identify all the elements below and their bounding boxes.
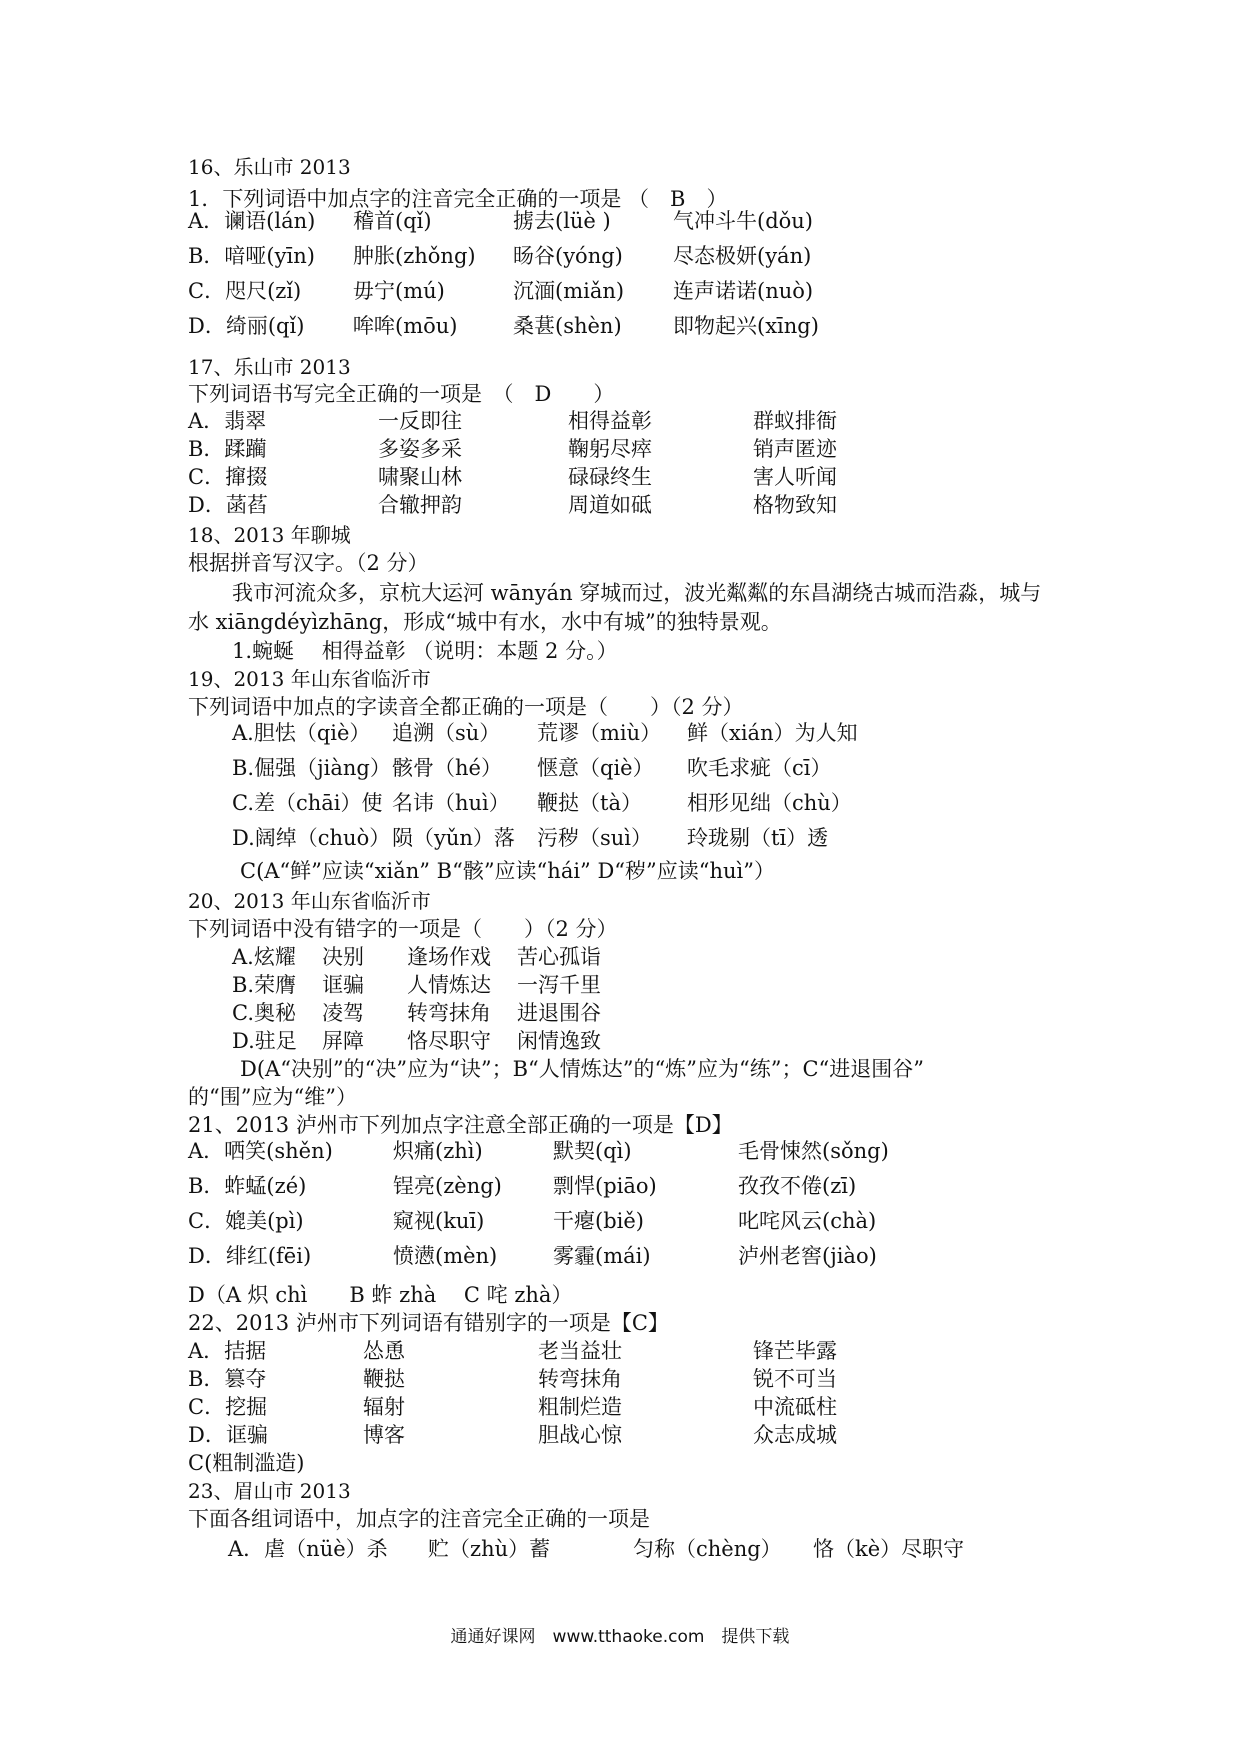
option-item: A．拮据 — [188, 1339, 267, 1363]
option-item: 苦心孤诣 — [517, 945, 601, 969]
option-item: 鲜（xián）为人知 — [687, 721, 858, 745]
option-item: D.驻足 — [232, 1029, 297, 1053]
option-item: 怂恿 — [363, 1339, 405, 1363]
option-item: 孜孜不倦(zī) — [738, 1174, 857, 1198]
option-item: B．蚱蜢(zé) — [188, 1174, 307, 1198]
option-item: 沉湎(miǎn) — [513, 279, 625, 303]
option-item: 屏障 — [322, 1029, 364, 1053]
option-item: C．咫尺(zǐ) — [188, 279, 302, 303]
heading-q16: 16、乐山市 2013 — [188, 155, 351, 179]
option-item: 合辙押韵 — [378, 493, 462, 517]
question-20-stem: 下列词语中没有错字的一项是（ ）（2 分） — [188, 917, 618, 941]
option-item: 连声诺诺(nuò) — [673, 279, 814, 303]
option-item: 追溯（sù） — [392, 721, 501, 745]
option-item: 相得益彰 — [568, 409, 652, 433]
option-item: C.奥秘 — [232, 1001, 296, 1025]
option-item: 一泻千里 — [517, 973, 601, 997]
option-item: 周道如砥 — [568, 493, 652, 517]
option-item: A．谰语(lán) — [188, 209, 316, 233]
option-item: 诓骗 — [322, 973, 364, 997]
heading-q18: 18、2013 年聊城 — [188, 523, 351, 547]
option-item: B．喑哑(yīn) — [188, 244, 315, 268]
option-item: 销声匿迹 — [753, 437, 837, 461]
option-item: 毛骨悚然(sǒng) — [738, 1139, 889, 1163]
option-item: 辐射 — [363, 1395, 405, 1419]
question-17-stem: 下列词语书写完全正确的一项是 （ D ） — [188, 382, 615, 406]
option-item: 啸聚山林 — [378, 465, 462, 489]
option-item: C．媲美(pì) — [188, 1209, 304, 1233]
option-item: D.阔绰（chuò） — [232, 826, 391, 850]
heading-q17: 17、乐山市 2013 — [188, 355, 351, 379]
option-item: 毋宁(mú) — [353, 279, 445, 303]
option-item: 干瘪(biě) — [553, 1209, 644, 1233]
option-item: 剽悍(piāo) — [553, 1174, 657, 1198]
option-item: 锃亮(zèng) — [393, 1174, 502, 1198]
option-item: 贮（zhù）蓄 — [428, 1537, 551, 1561]
option-item: C.差（chāi）使 — [232, 791, 383, 815]
option-item: 中流砥柱 — [753, 1395, 837, 1419]
option-item: 默契(qì) — [553, 1139, 632, 1163]
option-item: 愤懑(mèn) — [393, 1244, 498, 1268]
question-23-stem: 下面各组词语中，加点字的注音完全正确的一项是 — [188, 1507, 650, 1531]
question-22-stem: 22、2013 泸州市下列词语有错别字的一项是【C】 — [188, 1311, 669, 1335]
heading-q19: 19、2013 年山东省临沂市 — [188, 667, 431, 691]
option-item: C．挖掘 — [188, 1395, 268, 1419]
option-item: D．诓骗 — [188, 1423, 268, 1447]
option-item: 多姿多采 — [378, 437, 462, 461]
option-item: 粗制烂造 — [538, 1395, 622, 1419]
option-item: 闲情逸致 — [517, 1029, 601, 1053]
option-item: A．哂笑(shěn) — [188, 1139, 333, 1163]
question-18-passage-line2: 水 xiāngdéyìzhāng，形成“城中有水，水中有城”的独特景观。 — [188, 610, 782, 634]
option-item: 旸谷(yóng) — [513, 244, 623, 268]
option-item: 匀称（chèng） — [633, 1537, 782, 1561]
option-item: D．菡萏 — [188, 493, 268, 517]
option-item: 鞠躬尽瘁 — [568, 437, 652, 461]
option-item: 雾霾(mái) — [553, 1244, 651, 1268]
option-item: 恪（kè）尽职守 — [813, 1537, 965, 1561]
option-item: 炽痛(zhì) — [393, 1139, 483, 1163]
option-item: 陨（yǔn）落 — [392, 826, 515, 850]
option-item: 老当益壮 — [538, 1339, 622, 1363]
option-item: A.胆怯（qiè） — [232, 721, 371, 745]
option-item: 转弯抹角 — [407, 1001, 491, 1025]
option-item: 窥视(kuī) — [393, 1209, 485, 1233]
option-item: 逢场作戏 — [407, 945, 491, 969]
option-item: 污秽（suì） — [537, 826, 653, 850]
option-item: 稽首(qǐ) — [353, 209, 432, 233]
option-item: C．撺掇 — [188, 465, 268, 489]
option-item: 决别 — [322, 945, 364, 969]
option-item: 吹毛求疵（cī） — [687, 756, 832, 780]
question-18-answer: 1.蜿蜒 相得益彰 （说明：本题 2 分。） — [232, 639, 618, 663]
option-item: 即物起兴(xīng) — [673, 314, 819, 338]
page-footer: 通通好课网 www.tthaoke.com 提供下载 — [450, 1627, 790, 1647]
option-item: 人情炼达 — [407, 973, 491, 997]
option-item: 名讳（huì） — [392, 791, 510, 815]
question-20-answer-line2: 的“围”应为“维”） — [188, 1085, 357, 1109]
option-item: 转弯抹角 — [538, 1367, 622, 1391]
option-item: 尽态极妍(yán) — [673, 244, 812, 268]
option-item: 叱咤风云(chà) — [738, 1209, 877, 1233]
question-19-answer: C(A“鲜”应读“xiǎn” B“骸”应读“hái” D“秽”应读“huì”） — [240, 859, 776, 883]
question-21-stem: 21、2013 泸州市下列加点字注意全部正确的一项是【D】 — [188, 1113, 733, 1137]
option-item: D．绯红(fēi) — [188, 1244, 312, 1268]
question-18-passage-line1: 我市河流众多，京杭大运河 wānyán 穿城而过，波光粼粼的东昌湖绕古城而浩淼，城与 — [232, 581, 1042, 605]
question-22-answer: C(粗制滥造) — [188, 1451, 305, 1475]
option-item: A.炫耀 — [232, 945, 296, 969]
option-item: B.荣膺 — [232, 973, 297, 997]
question-19-stem: 下列词语中加点的字读音全都正确的一项是（ ）（2 分） — [188, 695, 744, 719]
option-item: 众志成城 — [753, 1423, 837, 1447]
option-item: 哞哞(mōu) — [353, 314, 458, 338]
option-item: 桑葚(shèn) — [513, 314, 622, 338]
option-item: D．绮丽(qǐ) — [188, 314, 305, 338]
option-item: A．翡翠 — [188, 409, 267, 433]
option-item: 鞭挞 — [363, 1367, 405, 1391]
option-item: B.倔强（jiàng） — [232, 756, 391, 780]
option-item: 博客 — [363, 1423, 405, 1447]
option-item: 泸州老窖(jiào) — [738, 1244, 877, 1268]
option-item: 惬意（qiè） — [537, 756, 654, 780]
option-item: 害人听闻 — [753, 465, 837, 489]
option-item: 相形见绌（chù） — [687, 791, 852, 815]
option-item: 格物致知 — [753, 493, 837, 517]
question-18-stem: 根据拼音写汉字。（2 分） — [188, 551, 429, 575]
option-item: A．虐（nüè）杀 — [228, 1537, 388, 1561]
option-item: 荒谬（miù） — [537, 721, 662, 745]
option-item: B．篡夺 — [188, 1367, 267, 1391]
option-item: 碌碌终生 — [568, 465, 652, 489]
option-item: 锐不可当 — [753, 1367, 837, 1391]
option-item: 鞭挞（tà） — [537, 791, 642, 815]
option-item: 一反即往 — [378, 409, 462, 433]
question-20-answer-line1: D(A“决别”的“决”应为“诀”；B“人情炼达”的“炼”应为“练”；C“进退围谷” — [240, 1057, 924, 1081]
heading-q20: 20、2013 年山东省临沂市 — [188, 889, 431, 913]
option-item: 肿胀(zhǒng) — [353, 244, 476, 268]
option-item: 玲珑剔（tī）透 — [687, 826, 829, 850]
option-item: 凌驾 — [322, 1001, 364, 1025]
option-item: 骸骨（hé） — [392, 756, 502, 780]
option-item: 锋芒毕露 — [753, 1339, 837, 1363]
question-1-stem: 1．下列词语中加点字的注音完全正确的一项是 （ B ） — [188, 187, 728, 211]
option-item: 恪尽职守 — [407, 1029, 491, 1053]
heading-q23: 23、眉山市 2013 — [188, 1479, 351, 1503]
option-item: 胆战心惊 — [538, 1423, 622, 1447]
option-item: 掳去(lüè ) — [513, 209, 611, 233]
option-item: 群蚁排衙 — [753, 409, 837, 433]
option-item: 进退围谷 — [517, 1001, 601, 1025]
question-21-answer: D（A 炽 chì B 蚱 zhà C 咤 zhà） — [188, 1283, 573, 1307]
option-item: 气冲斗牛(dǒu) — [673, 209, 813, 233]
option-item: B．蹂躏 — [188, 437, 267, 461]
